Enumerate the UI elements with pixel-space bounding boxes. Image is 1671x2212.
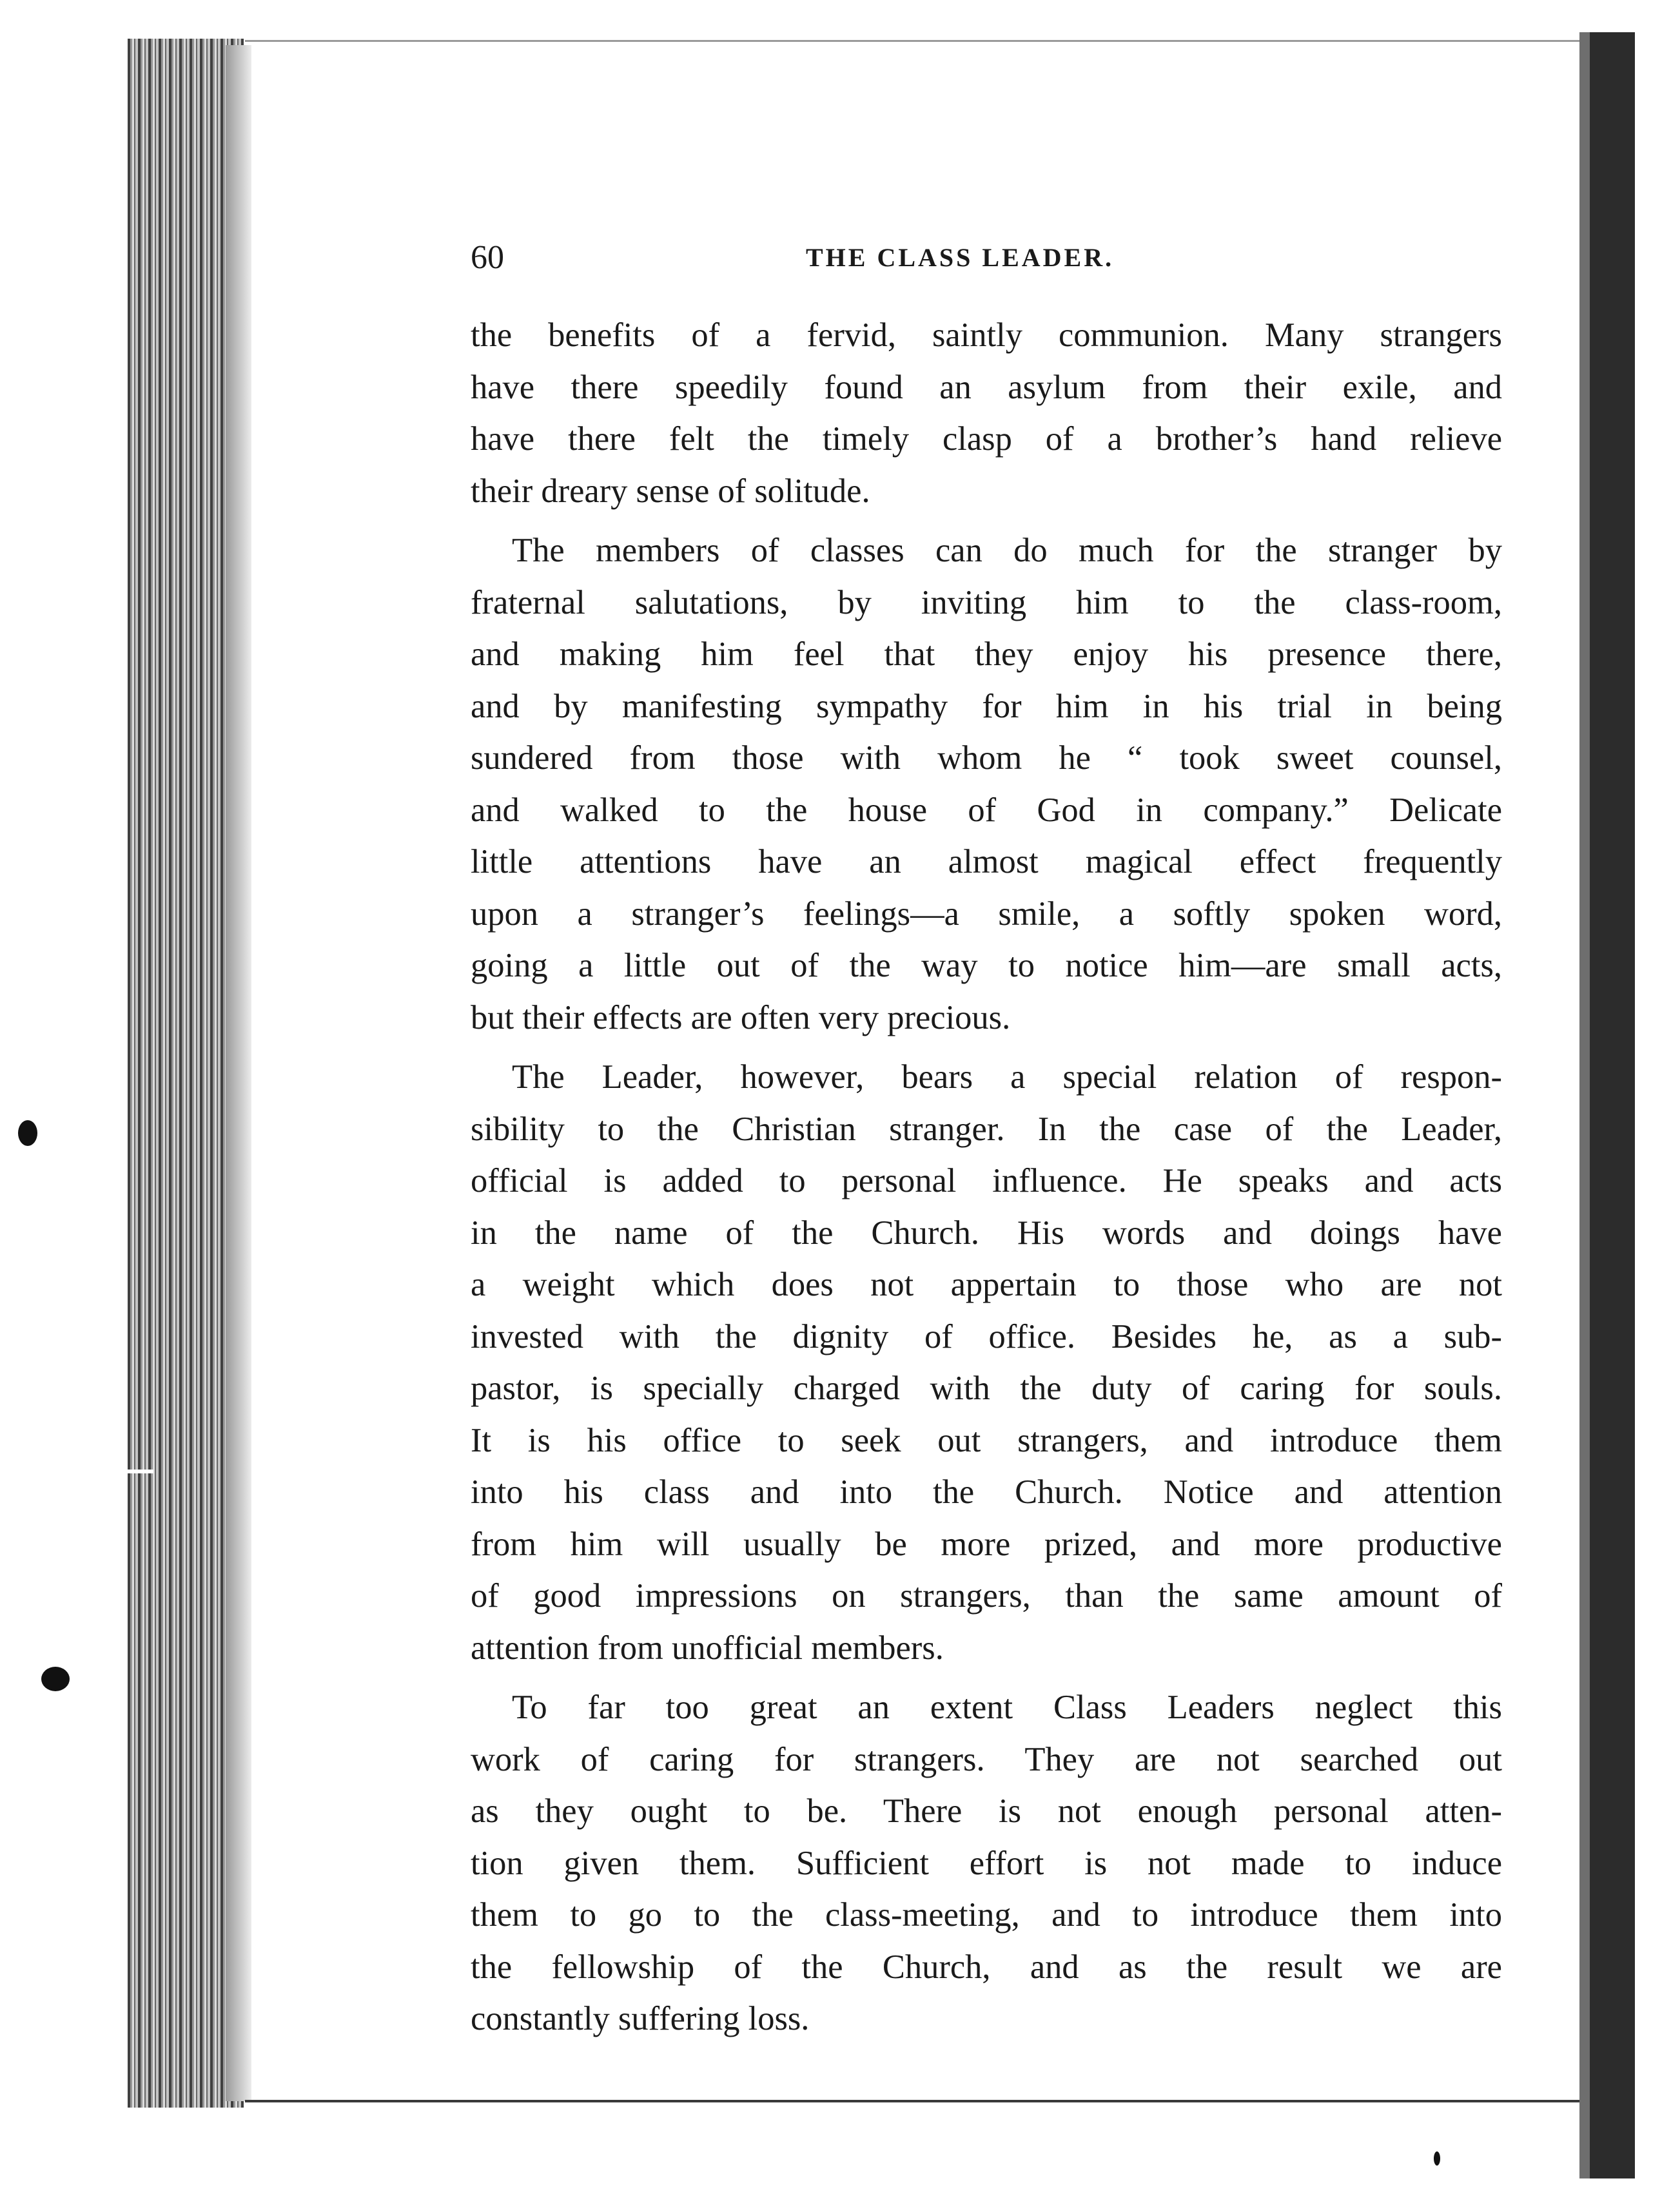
text-line: tion given them. Sufficient effort is not made to induce: [471, 1844, 1502, 1882]
text-line: sundered from those with whom he “ took sweet counsel,: [471, 739, 1502, 777]
text-line: upon a stranger’s feelings—a smile, a softly spoken word,: [471, 895, 1502, 933]
running-head-title: THE CLASS LEADER.: [806, 243, 1115, 272]
margin-speck: [41, 1667, 70, 1691]
body-text: [471, 309, 1502, 2045]
text-line: attention from unofficial members.: [471, 1629, 944, 1667]
book-page: [471, 238, 1502, 2045]
page-top-edge: [245, 40, 1579, 42]
running-head: [471, 238, 1502, 284]
text-line: and making him feel that they enjoy his presence there,: [471, 635, 1502, 673]
cover-board-edge: [1590, 32, 1635, 2178]
page-stack-notch: [128, 1470, 153, 1473]
text-line: fraternal salutations, by inviting him to the class-room,: [471, 583, 1502, 621]
page-bottom-edge: [245, 2100, 1579, 2102]
margin-speck: [1434, 2151, 1440, 2166]
text-line: have there felt the timely clasp of a brother’s hand relieve: [471, 420, 1502, 458]
text-line: work of caring for strangers. They are not searched out: [471, 1740, 1502, 1778]
text-line: little attentions have an almost magical effect frequently: [471, 843, 1502, 880]
text-line: invested with the dignity of office. Besides he, as a sub-: [471, 1317, 1502, 1355]
text-line: have there speedily found an asylum from their exile, and: [471, 368, 1502, 406]
text-line: going a little out of the way to notice him—are small acts,: [471, 947, 1502, 984]
text-line: from him will usually be more prized, and more productive: [471, 1525, 1502, 1563]
text-line: their dreary sense of solitude.: [471, 472, 870, 510]
text-line: It is his office to seek out strangers, and introduce them: [471, 1421, 1502, 1459]
margin-speck: [18, 1120, 37, 1146]
cover-edge-inner: [1579, 32, 1590, 2178]
text-line: constantly suffering loss.: [471, 2000, 810, 2037]
text-line: them to go to the class-meeting, and to introduce them into: [471, 1896, 1502, 1934]
text-line-indented: The members of classes can do much for the stranger by: [512, 532, 1502, 569]
text-line-indented: The Leader, however, bears a special relation of respon-: [512, 1058, 1502, 1096]
page-number: 60: [471, 239, 504, 276]
text-line: of good impressions on strangers, than the same amount of: [471, 1577, 1502, 1615]
text-line: the benefits of a fervid, saintly communion. Many strangers: [471, 316, 1502, 354]
text-line: and by manifesting sympathy for him in his trial in being: [471, 687, 1502, 725]
text-line: but their effects are often very precious.: [471, 998, 1011, 1036]
gutter-shadow: [226, 45, 251, 2101]
text-line-indented: To far too great an extent Class Leaders neglect this: [512, 1689, 1502, 1726]
text-line: and walked to the house of God in company.” Delicate: [471, 791, 1502, 829]
text-line: sibility to the Christian stranger. In the case of the Leader,: [471, 1110, 1502, 1148]
text-line: pastor, is specially charged with the duty of caring for souls.: [471, 1370, 1502, 1407]
text-line: official is added to personal influence. He speaks and acts: [471, 1162, 1502, 1199]
text-line: into his class and into the Church. Notice and attention: [471, 1473, 1502, 1511]
text-line: in the name of the Church. His words and doings have: [471, 1214, 1502, 1252]
text-line: as they ought to be. There is not enough personal atten-: [471, 1792, 1502, 1830]
text-line: the fellowship of the Church, and as the result we are: [471, 1948, 1502, 1986]
text-line: a weight which does not appertain to those who are not: [471, 1266, 1502, 1303]
